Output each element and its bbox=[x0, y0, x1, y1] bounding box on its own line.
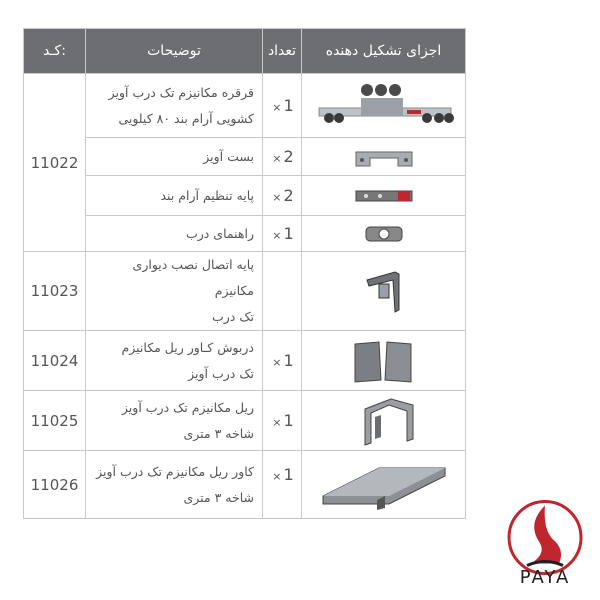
description-line: کشویی آرام بند ۸۰ کیلویی bbox=[118, 110, 254, 126]
table-row bbox=[24, 252, 466, 331]
description-line: تک درب bbox=[211, 309, 254, 324]
header-components: اجزای تشکیل دهنده bbox=[302, 29, 466, 74]
quantity-cell: × 1 bbox=[263, 391, 302, 451]
description-cell bbox=[86, 451, 263, 519]
table-header bbox=[24, 29, 466, 74]
quantity-cell: × 1 bbox=[263, 74, 302, 138]
table-row bbox=[24, 216, 466, 252]
table-row bbox=[24, 74, 466, 138]
component-image-cell bbox=[302, 331, 466, 391]
component-image-cell bbox=[302, 138, 466, 176]
header-quantity: تعداد bbox=[263, 29, 302, 74]
quantity-cell: × 1 bbox=[263, 331, 302, 391]
description-cell bbox=[86, 331, 263, 391]
quantity-cell: × 2 bbox=[263, 176, 302, 216]
description-line: پایه اتصال نصب دیواری مکانیزم bbox=[132, 257, 254, 298]
component-image-cell bbox=[302, 451, 466, 519]
quantity-cell: × 1 bbox=[263, 216, 302, 252]
description-line: شاخه ۳ متری bbox=[183, 425, 254, 441]
component-image-cell bbox=[302, 252, 466, 331]
description-cell: پایه تنظیم آرام بند bbox=[86, 176, 263, 216]
table-row bbox=[24, 176, 466, 216]
description-cell: راهنمای درب bbox=[86, 216, 263, 252]
description-line: تک درب آویز bbox=[188, 365, 254, 381]
table-row bbox=[24, 331, 466, 391]
description-line: ریل مکانیزم تک درب آویز bbox=[121, 399, 254, 415]
code-cell: 11026 bbox=[24, 451, 86, 519]
quantity-cell bbox=[263, 252, 302, 331]
damper-base-image bbox=[354, 188, 414, 204]
code-cell: 11024 bbox=[24, 331, 86, 391]
component-image-cell bbox=[302, 74, 466, 138]
code-cell: 11023 bbox=[24, 252, 86, 331]
code-cell: 11022 bbox=[24, 74, 86, 252]
parts-table bbox=[23, 28, 466, 519]
component-image-cell bbox=[302, 216, 466, 252]
quantity-cell: × 1 bbox=[263, 451, 302, 519]
description-line: دربوش کـاور ریل مکانیزم bbox=[121, 339, 254, 355]
description-line: شاخه ۳ متری bbox=[183, 489, 254, 505]
description-cell bbox=[86, 252, 263, 331]
roller-trolley-image bbox=[309, 80, 459, 132]
table-row bbox=[24, 391, 466, 451]
table-row bbox=[24, 138, 466, 176]
table-row bbox=[24, 451, 466, 519]
description-line: کاور ریل مکانیزم تک درب آویز bbox=[96, 463, 254, 479]
description-cell bbox=[86, 74, 263, 138]
rail-cover-image bbox=[319, 460, 449, 510]
quantity-cell: × 2 bbox=[263, 138, 302, 176]
brand-name: PAYA bbox=[519, 567, 571, 588]
component-image-cell bbox=[302, 176, 466, 216]
description-cell bbox=[86, 391, 263, 451]
door-guide-image bbox=[364, 224, 404, 244]
component-image-cell bbox=[302, 391, 466, 451]
description-cell: بست آویز bbox=[86, 138, 263, 176]
code-cell: 11025 bbox=[24, 391, 86, 451]
description-line: قرقره مکانیزم تک درب آویز bbox=[108, 84, 254, 100]
rail-end-cap-image bbox=[351, 338, 417, 384]
header-code: کـد: bbox=[24, 29, 86, 74]
hanger-bracket-image bbox=[354, 146, 414, 168]
track-rail-image bbox=[351, 395, 417, 447]
wall-mount-bracket-image bbox=[359, 266, 409, 316]
header-description: توضیحات bbox=[86, 29, 263, 74]
